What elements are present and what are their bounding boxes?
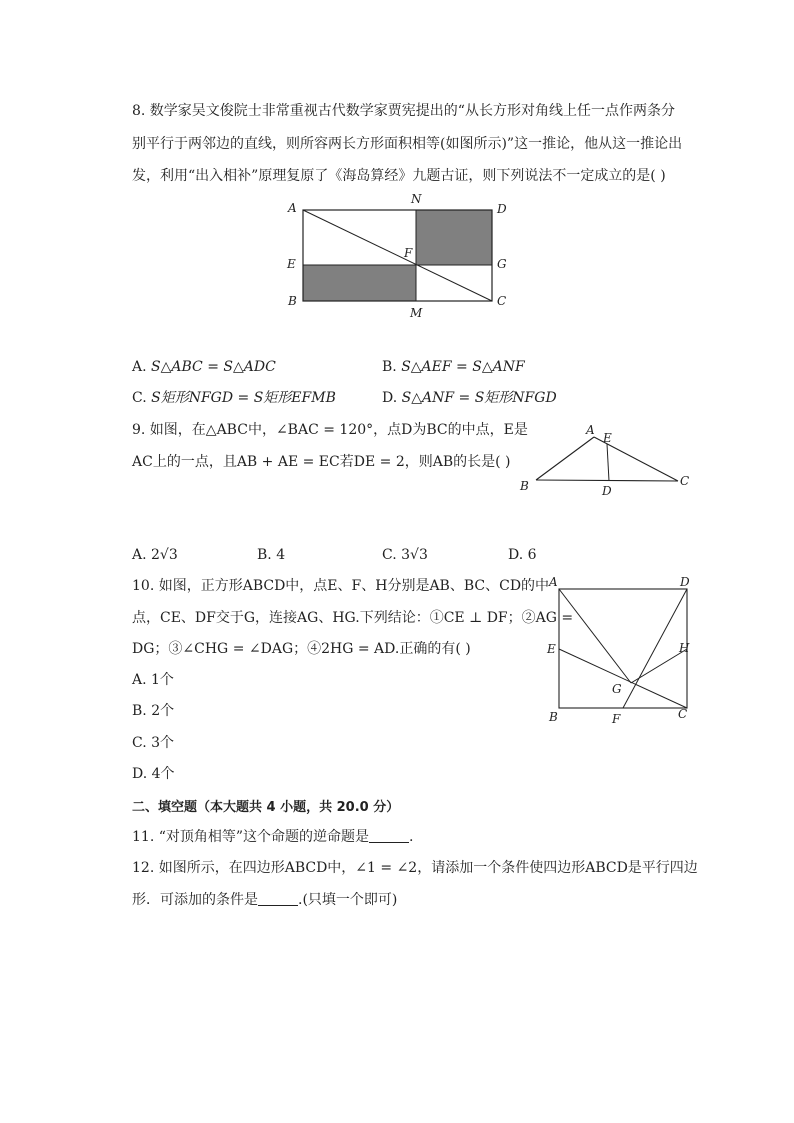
- q10-segment-ce: [559, 649, 687, 708]
- q8-line3: 发，利用“出入相补”原理复原了《海岛算经》九题古证，则下列说法不一定成立的是( ): [132, 168, 666, 184]
- q8-shaded-rect-nfgd: [416, 210, 492, 265]
- q10-label-e: E: [547, 642, 556, 656]
- q10-option-c: C. 3个: [132, 735, 175, 751]
- q9-segment-de: [607, 444, 609, 481]
- q11-text-end: .: [409, 829, 414, 845]
- q10-label-h: H: [679, 641, 690, 655]
- q8-label-d: D: [497, 202, 507, 216]
- q10-label-f: F: [612, 712, 621, 726]
- q9-line1: 9. 如图，在△ABC中，∠BAC = 120°，点D为BC的中点，E是: [132, 422, 528, 438]
- q10-line2: 点，CE、DF交于G，连接AG、HG.下列结论：①CE ⊥ DF；②AG =: [132, 610, 574, 626]
- q10-line1: 10. 如图，正方形ABCD中，点E、F、H分别是AB、BC、CD的中: [132, 578, 550, 594]
- q9-line2: AC上的一点，且AB + AE = EC若DE = 2，则AB的长是( ): [132, 454, 511, 470]
- q10-label-c: C: [678, 707, 688, 721]
- section-fill-in-blank-heading: 二、填空题（本大题共 4 小题，共 20.0 分）: [132, 800, 400, 815]
- q9-side-ab: [536, 437, 594, 480]
- q11-answer-blank[interactable]: [369, 828, 409, 843]
- q10-line3: DG；③∠CHG = ∠DAG；④2HG = AD.正确的有( ): [132, 641, 471, 657]
- q8-shaded-rect-efmb: [303, 265, 416, 301]
- q8-option-b: B. S△AEF = S△ANF: [382, 359, 525, 375]
- q8-option-c: C. S矩形NFGD = S矩形EFMB: [132, 390, 336, 406]
- q8-rectangle-figure: [282, 190, 512, 320]
- q8-line2: 别平行于两邻边的直线，则所容两长方形面积相等(如图所示)”这一推论，他从这一推论出: [132, 136, 683, 152]
- q10-label-b: B: [549, 710, 558, 724]
- q9-option-c: C. 3√3: [382, 547, 428, 563]
- q12-answer-blank[interactable]: [258, 891, 298, 906]
- q8-label-a: A: [288, 201, 297, 215]
- q8-option-a: A. S△ABC = S△ADC: [132, 359, 276, 375]
- q10-label-g: G: [612, 682, 622, 696]
- q10-square-figure: [540, 570, 700, 730]
- q11-text: 11. “对顶角相等”这个命题的逆命题是: [132, 829, 370, 845]
- q10-segment-df: [623, 589, 687, 708]
- q12-text: 形．可添加的条件是: [132, 892, 258, 908]
- q12-line2: [132, 890, 397, 910]
- q9-option-a: A. 2√3: [132, 547, 178, 563]
- q8-label-n: N: [411, 192, 422, 206]
- q10-option-b: B. 2个: [132, 703, 175, 719]
- q9-label-a: A: [586, 423, 595, 437]
- q8-label-f: F: [404, 246, 413, 260]
- q8-label-b: B: [288, 294, 297, 308]
- q10-option-d: D. 4个: [132, 766, 175, 782]
- q10-label-a: A: [549, 575, 558, 589]
- q8-label-m: M: [410, 306, 423, 320]
- q10-square-abcd: [559, 589, 687, 708]
- q8-label-g: G: [497, 257, 507, 271]
- q8-label-e: E: [287, 257, 296, 271]
- q8-option-d: D. S△ANF = S矩形NFGD: [382, 390, 557, 406]
- q9-label-b: B: [520, 479, 529, 493]
- q8-label-c: C: [497, 294, 507, 308]
- q9-label-d: D: [602, 484, 612, 498]
- q8-line1: 8. 数学家吴文俊院士非常重视古代数学家贾宪提出的“从长方形对角线上任一点作两条分: [132, 103, 675, 119]
- q10-option-a: A. 1个: [132, 672, 174, 688]
- q10-segment-ag: [559, 589, 631, 683]
- q9-option-b: B. 4: [257, 547, 286, 563]
- q12-text-end: .(只填一个即可): [298, 892, 398, 908]
- q9-label-c: C: [680, 474, 690, 488]
- q9-triangle-figure: [512, 420, 702, 500]
- q9-side-bc: [536, 480, 678, 481]
- q10-label-d: D: [680, 575, 690, 589]
- q11-line: [132, 827, 413, 847]
- q9-option-d: D. 6: [508, 547, 537, 563]
- q12-line1: 12. 如图所示，在四边形ABCD中，∠1 = ∠2，请添加一个条件使四边形ABCD是平行四边: [132, 860, 698, 876]
- q9-label-e: E: [603, 431, 612, 445]
